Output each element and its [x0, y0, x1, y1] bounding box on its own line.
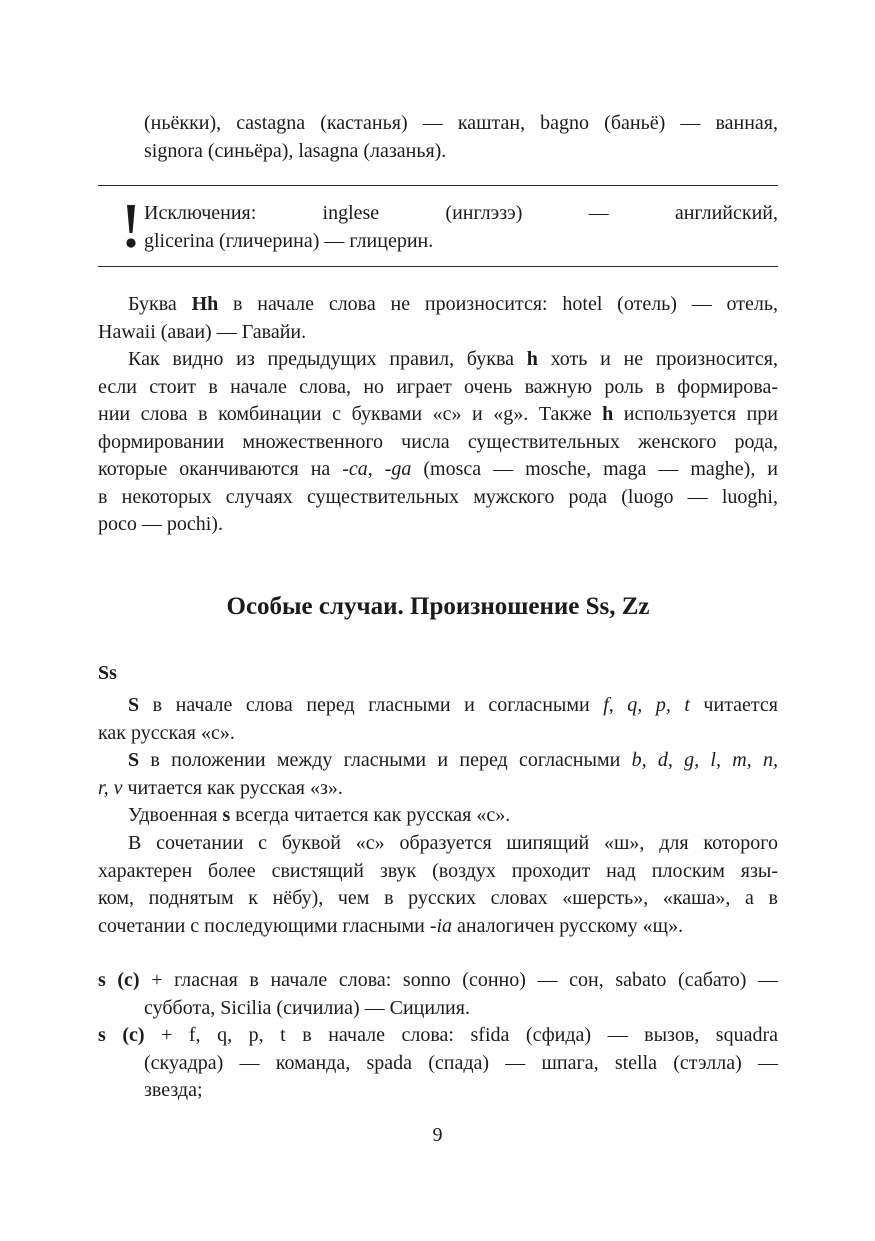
- text-run: нии слова в комбинации с буквами «c» и «g». Также: [98, 403, 603, 425]
- text-line: [98, 228, 778, 256]
- rule-s-initial: [98, 692, 778, 747]
- text-run: читается: [689, 694, 778, 716]
- text-run: формировании множественного числа существительных женского рода,: [98, 430, 778, 453]
- rule-s-with-c: [98, 830, 778, 940]
- text-run: Hawaii (аваи) — Гавайи.: [98, 320, 307, 343]
- text-run: используется при: [613, 403, 779, 425]
- text-run: poco — pochi).: [98, 513, 223, 535]
- italic-run: f, q, p, t: [603, 694, 690, 716]
- text-run: + гласная в начале слова: sonno (сонно) — сон, sabato (сабато) —: [139, 969, 778, 991]
- list-item-s-vowel: [98, 967, 778, 1022]
- text-line: [98, 967, 778, 995]
- bold-run: S: [128, 749, 140, 771]
- text-run: суббота, Sicilia (сичилиа) — Сицилия.: [144, 996, 470, 1019]
- text-line: [98, 110, 778, 138]
- text-run: которые оканчиваются на: [98, 458, 343, 480]
- text-run: ком, поднятым к нёбу), чем в русских словах «шерсть», «каша», а в: [98, 887, 778, 909]
- text-run: (ньёкки), castagna (кастанья) — каштан, bagno (баньё) — ванная,: [144, 112, 778, 134]
- text-line: [98, 1022, 778, 1050]
- list-item-s-consonant: [98, 1022, 778, 1105]
- text-run: Удвоенная: [128, 804, 223, 826]
- italic-run: r, v: [98, 776, 123, 799]
- text-run: читается как русская «з».: [122, 776, 343, 799]
- text-run: сочетании с последующими гласными: [98, 914, 430, 937]
- text-run: glicerina (гличерина) — глицерин.: [144, 229, 434, 252]
- text-line: [98, 319, 778, 347]
- text-line: [98, 1050, 778, 1078]
- bold-run: h: [526, 348, 538, 370]
- text-run: signora (синьёра), lasagna (лазанья).: [144, 139, 447, 162]
- text-line: [98, 995, 778, 1023]
- paragraph-letter-h-role: [98, 346, 778, 539]
- text-line: [98, 830, 778, 858]
- text-line: [98, 747, 778, 775]
- italic-run: -ca, -ga: [342, 458, 412, 480]
- rule-double-s: [98, 802, 778, 830]
- text-line: [98, 401, 778, 429]
- italic-run: b, d, g, l, m, n,: [631, 749, 778, 771]
- subsection-heading-ss: Ss: [98, 662, 117, 684]
- page-number: 9: [432, 1124, 443, 1146]
- text-run: в положении между гласными и перед согласными: [139, 749, 632, 771]
- text-run: Исключения: inglese (инглэзэ) — английский,: [144, 202, 778, 224]
- text-line: [98, 1077, 778, 1105]
- text-run: + f, q, p, t в начале слова: sfida (сфида) — вызов, squadra: [144, 1024, 779, 1046]
- text-run: в начале слова не произносится: hotel (отель) — отель,: [218, 293, 778, 315]
- text-line: [98, 484, 778, 512]
- rule-s-between-vowels: [98, 747, 778, 802]
- text-line: [98, 429, 778, 457]
- intro-paragraph: [98, 110, 778, 165]
- text-run: если стоит в начале слова, но играет очень важную роль в формирова-: [98, 375, 778, 398]
- text-run: Как видно из предыдущих правил, буква: [128, 348, 527, 370]
- text-line: [98, 913, 778, 941]
- bold-run: Hh: [191, 293, 219, 315]
- exception-note: [98, 200, 778, 255]
- text-line: [98, 775, 778, 803]
- text-line: [98, 200, 778, 228]
- bold-run: h: [602, 403, 614, 425]
- text-run: (скуадра) — команда, spada (спада) — шпага, stella (стэлла) —: [144, 1051, 778, 1074]
- text-line: [98, 858, 778, 886]
- text-run: звезда;: [144, 1079, 203, 1101]
- bold-run: S: [128, 694, 140, 716]
- bold-run: s (с): [98, 969, 140, 991]
- note-bottom-rule: [98, 266, 778, 267]
- bold-run: s: [222, 804, 231, 826]
- text-run: аналогичен русскому «щ».: [452, 914, 684, 937]
- text-line: [98, 138, 778, 166]
- text-line: [98, 291, 778, 319]
- text-run: В сочетании с буквой «c» образуется шипящий «ш», для которого: [128, 832, 778, 854]
- text-line: [98, 720, 778, 748]
- text-line: [98, 374, 778, 402]
- section-heading: Особые случаи. Произношение Ss, Zz: [226, 593, 650, 620]
- text-line: [98, 802, 778, 830]
- text-line: [98, 692, 778, 720]
- text-run: в некоторых случаях существительных мужского рода (luogo — luoghi,: [98, 485, 778, 508]
- text-run: всегда читается как русская «с».: [230, 804, 511, 826]
- text-run: Буква: [128, 293, 192, 315]
- italic-run: -ia: [429, 914, 453, 937]
- text-run: хоть и не произносится,: [537, 348, 778, 370]
- bold-run: s (с): [98, 1024, 145, 1046]
- paragraph-letter-h: [98, 291, 778, 346]
- text-line: [98, 346, 778, 374]
- text-run: как русская «с».: [98, 721, 235, 744]
- note-top-rule: [98, 185, 778, 186]
- text-line: [98, 511, 778, 539]
- text-line: [98, 456, 778, 484]
- text-run: (mosca — mosche, maga — maghe), и: [411, 458, 778, 480]
- text-line: [98, 885, 778, 913]
- text-run: характерен более свистящий звук (воздух проходит над плоским язы-: [98, 859, 778, 882]
- text-run: в начале слова перед гласными и согласными: [139, 694, 604, 716]
